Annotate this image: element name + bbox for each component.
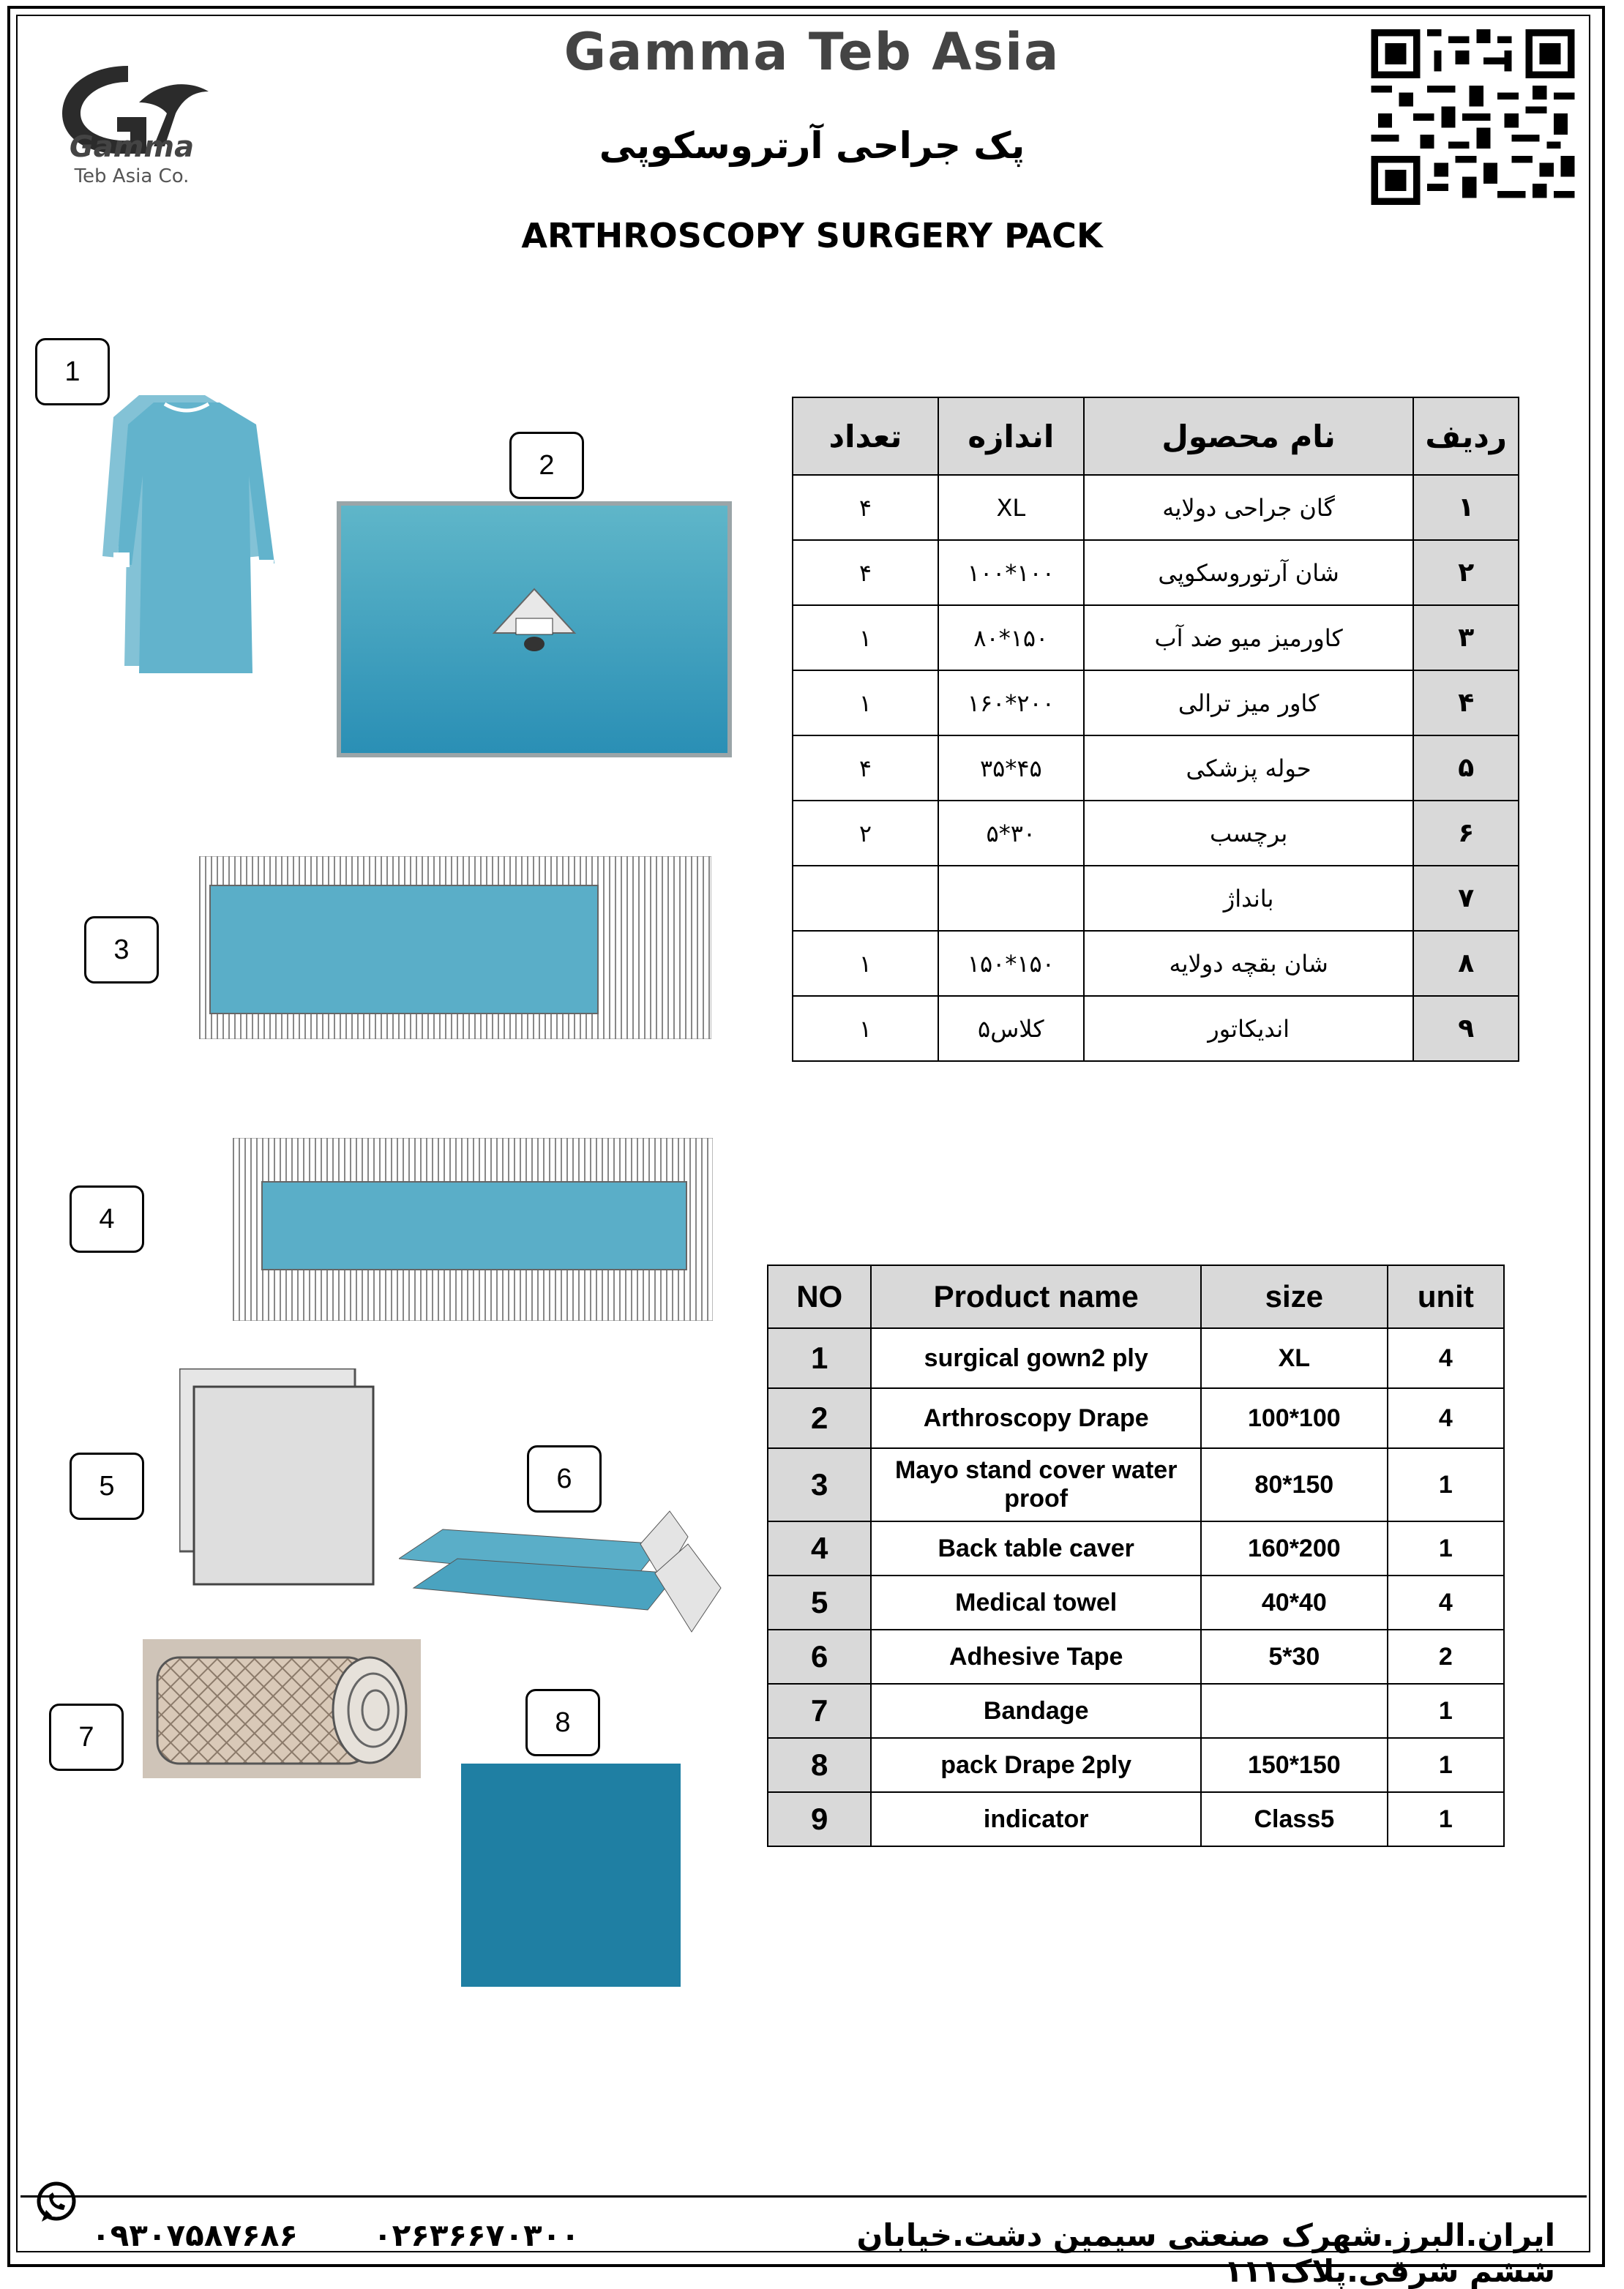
- header-size: اندازه: [938, 397, 1084, 475]
- cell-unit: 4: [1388, 1328, 1504, 1388]
- cell-no: 7: [768, 1684, 871, 1738]
- cell-size: [1201, 1684, 1388, 1738]
- cell-name: surgical gown2 ply: [871, 1328, 1201, 1388]
- cell-unit: 4: [1388, 1388, 1504, 1448]
- cell-qty: ۱: [793, 605, 938, 670]
- cell-no: 9: [768, 1792, 871, 1846]
- table-row: [793, 801, 1519, 866]
- product-table-fa: [792, 397, 1519, 1062]
- cell-size: XL: [1201, 1328, 1388, 1388]
- table-row: [768, 1448, 1504, 1521]
- back-table-cover-image: [233, 1138, 713, 1321]
- table-row: [793, 540, 1519, 605]
- cell-qty: ۴: [793, 540, 938, 605]
- cell-no: 3: [768, 1448, 871, 1521]
- cell-name: Adhesive Tape: [871, 1630, 1201, 1684]
- table-row: [768, 1792, 1504, 1846]
- cell-unit: 1: [1388, 1521, 1504, 1576]
- table-row: [793, 866, 1519, 931]
- cell-size: XL: [938, 475, 1084, 540]
- cell-no: 2: [768, 1388, 871, 1448]
- cell-name: indicator: [871, 1792, 1201, 1846]
- cell-size: ۱۵۰*۸۰: [938, 605, 1084, 670]
- cell-name: Mayo stand cover water proof: [871, 1448, 1201, 1521]
- cell-unit: 1: [1388, 1448, 1504, 1521]
- logo-wordmark: Gamma: [69, 130, 195, 164]
- cell-qty: ۴: [793, 475, 938, 540]
- header-unit: unit: [1388, 1265, 1504, 1328]
- cell-unit: 1: [1388, 1738, 1504, 1792]
- cell-number: ۶: [1413, 801, 1519, 866]
- logo-subtitle: Teb Asia Co.: [74, 165, 190, 187]
- cell-size: ۱۵۰*۱۵۰: [938, 931, 1084, 996]
- footer-mobile: ۰۹۳۰۷۵۸۷۶۸۶: [91, 2217, 298, 2253]
- cell-qty: ۱: [793, 996, 938, 1061]
- cell-name: اندیکاتور: [1084, 996, 1414, 1061]
- cell-name: Arthroscopy Drape: [871, 1388, 1201, 1448]
- cell-number: ۴: [1413, 670, 1519, 735]
- mayo-stand-cover-image: [199, 856, 711, 1039]
- table-row: [793, 670, 1519, 735]
- cell-number: ۵: [1413, 735, 1519, 801]
- image-label-4: 4: [70, 1185, 144, 1253]
- qr-code: [1369, 29, 1577, 205]
- cell-unit: 1: [1388, 1684, 1504, 1738]
- image-label-1: 1: [35, 338, 110, 405]
- cell-unit: 4: [1388, 1576, 1504, 1630]
- cell-name: Medical towel: [871, 1576, 1201, 1630]
- surgical-gown-image: [95, 388, 285, 673]
- cell-size: ۲۰۰*۱۶۰: [938, 670, 1084, 735]
- page-border-inner: [16, 15, 1590, 2252]
- footer-address: ایران.البرز.شهرک صنعتی سیمین دشت.خیابان ششم شرقی.پلاک۱۱۱: [856, 2217, 1555, 2289]
- header-no: NO: [768, 1265, 871, 1328]
- cell-qty: [793, 866, 938, 931]
- table-row: [768, 1388, 1504, 1448]
- cell-number: ۳: [1413, 605, 1519, 670]
- image-label-5: 5: [70, 1453, 144, 1520]
- cell-name: شان بقچه دولایه: [1084, 931, 1414, 996]
- table-row: [768, 1521, 1504, 1576]
- cell-no: 8: [768, 1738, 871, 1792]
- medical-towel-image: [179, 1368, 377, 1588]
- cell-size: ۱۰۰*۱۰۰: [938, 540, 1084, 605]
- cell-number: ۱: [1413, 475, 1519, 540]
- cell-number: ۲: [1413, 540, 1519, 605]
- header-product-name: Product name: [871, 1265, 1201, 1328]
- cell-size: 160*200: [1201, 1521, 1388, 1576]
- cell-name: حوله پزشکی: [1084, 735, 1414, 801]
- image-label-2: 2: [509, 432, 584, 499]
- cell-size: 100*100: [1201, 1388, 1388, 1448]
- cell-name: pack Drape 2ply: [871, 1738, 1201, 1792]
- cell-unit: 1: [1388, 1792, 1504, 1846]
- cell-no: 4: [768, 1521, 871, 1576]
- cell-qty: ۱: [793, 670, 938, 735]
- header-row-number: ردیف: [1413, 397, 1519, 475]
- cell-qty: ۱: [793, 931, 938, 996]
- cell-size: [938, 866, 1084, 931]
- cell-size: ۴۵*۳۵: [938, 735, 1084, 801]
- pack-drape-image: [461, 1764, 681, 1987]
- cell-number: ۷: [1413, 866, 1519, 931]
- table-row: [793, 931, 1519, 996]
- cell-no: 1: [768, 1328, 871, 1388]
- cell-size: 80*150: [1201, 1448, 1388, 1521]
- bandage-roll-image: [143, 1639, 421, 1778]
- cell-name: شان آرتوروسکوپی: [1084, 540, 1414, 605]
- footer-phone: ۰۲۶۳۶۶۷۰۳۰۰: [373, 2217, 580, 2253]
- image-label-3: 3: [84, 916, 159, 984]
- cell-qty: ۴: [793, 735, 938, 801]
- table-row: [793, 475, 1519, 540]
- brand-name: Gamma Teb Asia: [564, 22, 1060, 82]
- cell-name: Back table caver: [871, 1521, 1201, 1576]
- cell-no: 5: [768, 1576, 871, 1630]
- table-row: [793, 996, 1519, 1061]
- header-product-name: نام محصول: [1084, 397, 1414, 475]
- cell-size: 5*30: [1201, 1630, 1388, 1684]
- cell-name: بانداژ: [1084, 866, 1414, 931]
- table-row: [768, 1328, 1504, 1388]
- cell-qty: ۲: [793, 801, 938, 866]
- cell-name: گان جراحی دولایه: [1084, 475, 1414, 540]
- cell-unit: 2: [1388, 1630, 1504, 1684]
- table-row: [793, 735, 1519, 801]
- cell-name: کاور میز ترالی: [1084, 670, 1414, 735]
- image-label-8: 8: [525, 1689, 600, 1756]
- table-row: [793, 605, 1519, 670]
- header-quantity: تعداد: [793, 397, 938, 475]
- image-label-7: 7: [49, 1704, 124, 1771]
- cell-size: ۳۰*۵: [938, 801, 1084, 866]
- cell-size: Class5: [1201, 1792, 1388, 1846]
- header-size: size: [1201, 1265, 1388, 1328]
- table-row: [768, 1684, 1504, 1738]
- table-row: [768, 1630, 1504, 1684]
- page-title-en: ARTHROSCOPY SURGERY PACK: [521, 216, 1103, 255]
- cell-number: ۸: [1413, 931, 1519, 996]
- product-table-en: [767, 1265, 1505, 1847]
- table-row: [768, 1738, 1504, 1792]
- image-label-6: 6: [527, 1445, 602, 1513]
- cell-number: ۹: [1413, 996, 1519, 1061]
- arthroscopy-drape-image: [337, 501, 732, 757]
- cell-size: 40*40: [1201, 1576, 1388, 1630]
- cell-no: 6: [768, 1630, 871, 1684]
- table-row: [768, 1576, 1504, 1630]
- cell-name: برچسب: [1084, 801, 1414, 866]
- page-title-fa: پک جراحی آرتروسکوپی: [599, 124, 1025, 167]
- cell-name: کاورمیز میو ضد آب: [1084, 605, 1414, 670]
- cell-size: 150*150: [1201, 1738, 1388, 1792]
- cell-name: Bandage: [871, 1684, 1201, 1738]
- cell-size: کلاس۵: [938, 996, 1084, 1061]
- whatsapp-icon: [33, 2179, 80, 2226]
- adhesive-tape-image: [399, 1500, 728, 1639]
- footer-divider: [20, 2195, 1587, 2198]
